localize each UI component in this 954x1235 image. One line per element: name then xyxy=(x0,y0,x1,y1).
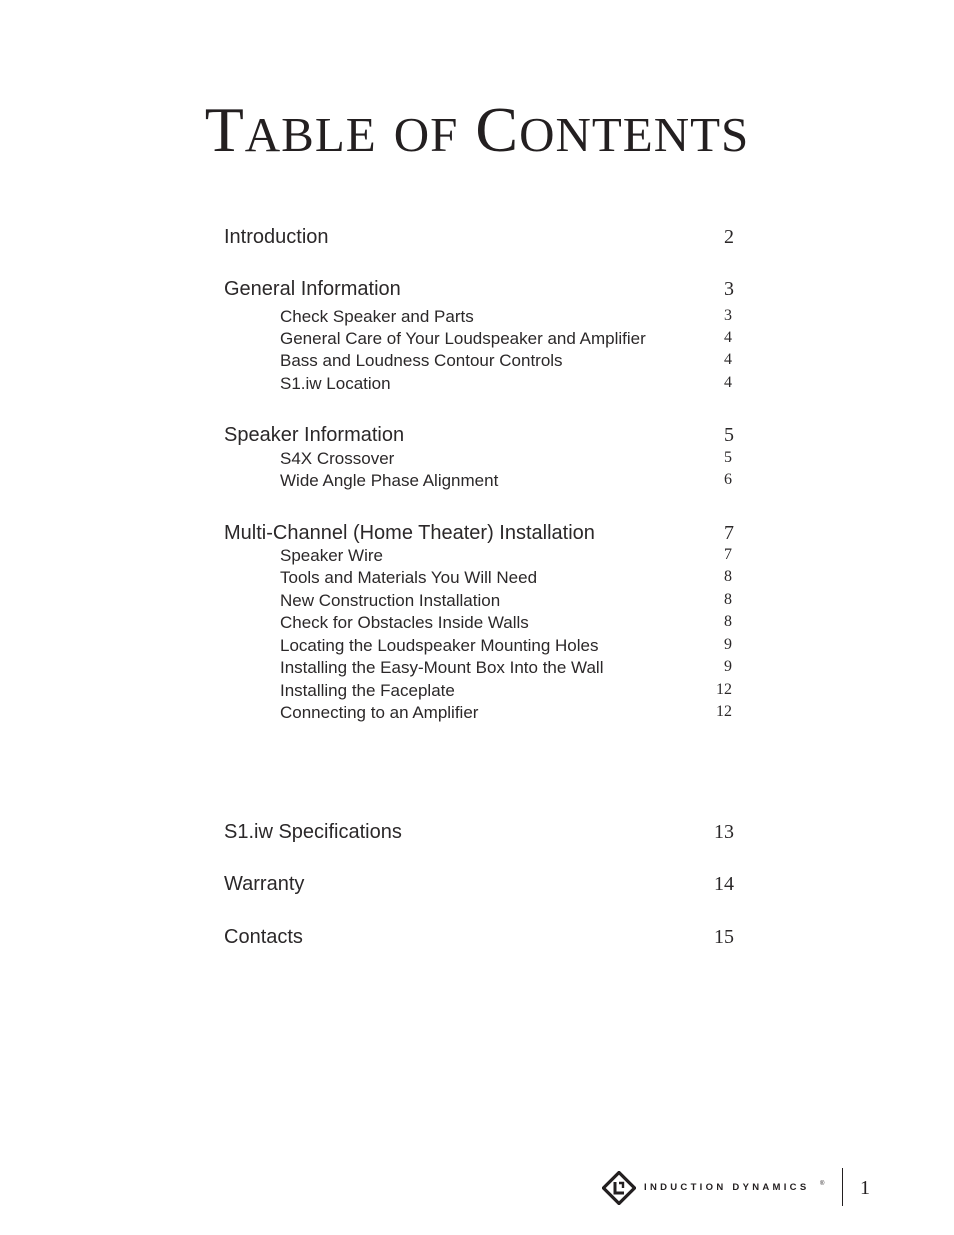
toc-entry-warranty[interactable] xyxy=(224,874,734,894)
toc-subentry-location[interactable] xyxy=(280,375,732,392)
toc-subentry-check-speaker[interactable] xyxy=(280,308,732,325)
induction-dynamics-logo-icon xyxy=(602,1171,636,1205)
toc-entry-page: 12 xyxy=(716,681,732,698)
toc-entry-page: 4 xyxy=(724,374,732,391)
toc-subentry-tools-materials[interactable] xyxy=(280,569,732,586)
toc-entry-label: General Information xyxy=(224,278,401,300)
toc-entry-page: 2 xyxy=(724,226,734,248)
toc-entry-label: Introduction xyxy=(224,226,329,248)
toc-entry-page: 7 xyxy=(724,522,734,544)
toc-entry-page: 12 xyxy=(716,703,732,720)
toc-subentry-mounting-holes[interactable] xyxy=(280,637,732,654)
toc-entry-label: S1.iw Specifications xyxy=(224,821,402,843)
toc-subentry-s4x-crossover[interactable] xyxy=(280,450,732,467)
toc-entry-label: Bass and Loudness Contour Controls xyxy=(280,351,563,370)
toc-entry-contacts[interactable] xyxy=(224,927,734,947)
brand-name: INDUCTION DYNAMICS xyxy=(644,1182,810,1193)
toc-entry-label: Check Speaker and Parts xyxy=(280,307,474,326)
toc-entry-label: Warranty xyxy=(224,873,305,895)
toc-entry-general-information[interactable] xyxy=(224,279,734,299)
toc-entry-page: 5 xyxy=(724,424,734,446)
toc-entry-label: Multi-Channel (Home Theater) Installation xyxy=(224,522,595,544)
toc-entry-speaker-information[interactable] xyxy=(224,425,734,445)
toc-subentry-general-care[interactable] xyxy=(280,330,732,347)
toc-entry-page: 8 xyxy=(724,568,732,585)
toc-entry-page: 14 xyxy=(714,873,734,895)
toc-entry-label: Locating the Loudspeaker Mounting Holes xyxy=(280,636,599,655)
toc-entry-label: Speaker Wire xyxy=(280,546,383,565)
registered-mark: ® xyxy=(820,1181,825,1187)
toc-entry-specifications[interactable] xyxy=(224,822,734,842)
toc-entry-label: Connecting to an Amplifier xyxy=(280,703,479,722)
toc-entry-label: S4X Crossover xyxy=(280,449,395,468)
toc-entry-page: 4 xyxy=(724,351,732,368)
toc-entry-label: New Construction Installation xyxy=(280,591,501,610)
page-title: TABLE OF CONTENTS xyxy=(204,94,750,165)
toc-entry-page: 3 xyxy=(724,307,732,324)
toc-subentry-check-obstacles[interactable] xyxy=(280,614,732,631)
toc-entry-label: S1.iw Location xyxy=(280,374,391,393)
toc-entry-label: Contacts xyxy=(224,926,303,948)
toc-entry-page: 13 xyxy=(714,821,734,843)
toc-entry-page: 3 xyxy=(724,278,734,300)
toc-subentry-amplifier[interactable] xyxy=(280,704,732,721)
toc-entry-page: 7 xyxy=(724,546,732,563)
toc-entry-page: 5 xyxy=(724,449,732,466)
toc-entry-page: 8 xyxy=(724,591,732,608)
toc-entry-page: 4 xyxy=(724,329,732,346)
toc-entry-page: 15 xyxy=(714,926,734,948)
toc-entry-label: Wide Angle Phase Alignment xyxy=(280,471,499,490)
toc-subentry-faceplate[interactable] xyxy=(280,682,732,699)
footer-divider xyxy=(842,1168,843,1206)
toc-entry-label: Installing the Faceplate xyxy=(280,681,455,700)
toc-subentry-new-construction[interactable] xyxy=(280,592,732,609)
toc-entry-label: Speaker Information xyxy=(224,424,405,446)
toc-entry-multi-channel[interactable] xyxy=(224,523,734,543)
toc-subentry-easy-mount-box[interactable] xyxy=(280,659,732,676)
toc-entry-label: Installing the Easy-Mount Box Into the Wall xyxy=(280,658,604,677)
toc-entry-label: Check for Obstacles Inside Walls xyxy=(280,613,529,632)
toc-entry-label: Tools and Materials You Will Need xyxy=(280,568,538,587)
toc-entry-page: 8 xyxy=(724,613,732,630)
toc-subentry-speaker-wire[interactable] xyxy=(280,547,732,564)
toc-subentry-bass-loudness[interactable] xyxy=(280,352,732,369)
toc-entry-label: General Care of Your Loudspeaker and Amplifier xyxy=(280,329,646,348)
toc-entry-page: 9 xyxy=(724,636,732,653)
toc-entry-introduction[interactable] xyxy=(224,227,734,247)
toc-entry-page: 6 xyxy=(724,471,732,488)
toc-entry-page: 9 xyxy=(724,658,732,675)
page-number: 1 xyxy=(860,1177,870,1199)
toc-subentry-wide-angle[interactable] xyxy=(280,472,732,489)
